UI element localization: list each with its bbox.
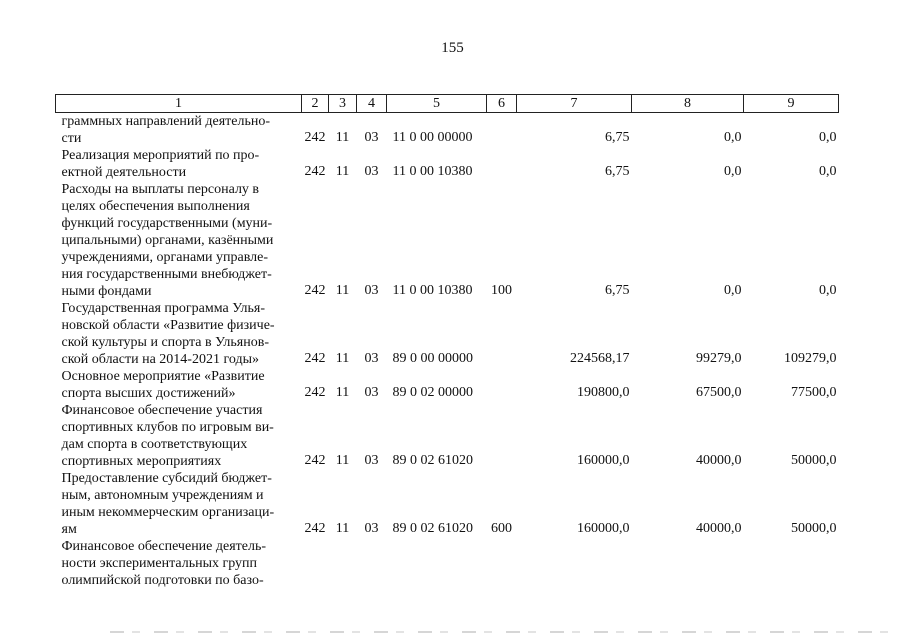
description-line: спорта высших достижений» (61, 386, 236, 401)
subsection-code: 03 (364, 453, 379, 468)
amount-year-2 (632, 538, 744, 589)
amount-year-3 (744, 538, 839, 589)
amount-year-1 (517, 538, 632, 589)
table-row (56, 147, 839, 181)
amount-year-3: 109279,0 (784, 351, 837, 366)
description-line: ными фондами (61, 284, 152, 299)
target-article-code: 11 0 00 10380 (392, 283, 473, 298)
section-code: 11 (335, 130, 350, 145)
description-line: ской области на 2014-2021 годы» (61, 352, 259, 367)
header-col-3: 3 (329, 95, 357, 113)
amount-year-1: 224568,17 (570, 351, 630, 366)
table-row (56, 368, 839, 402)
section-code: 11 (335, 283, 350, 298)
expense-type-code (487, 113, 517, 148)
table-row (56, 300, 839, 368)
ministry-code: 242 (304, 385, 326, 400)
subsection-code: 03 (364, 351, 379, 366)
row-description (56, 368, 302, 402)
description-line: Финансовое обеспечение участия (61, 403, 263, 418)
expense-type-code (487, 402, 517, 470)
table-row (56, 470, 839, 538)
description-line: Финансовое обеспечение деятель- (61, 539, 267, 554)
amount-year-3: 50000,0 (791, 521, 837, 536)
description-line: функций государственными (муни- (61, 216, 273, 231)
amount-year-2: 0,0 (724, 164, 742, 179)
target-article-code: 11 0 00 00000 (392, 130, 473, 145)
header-col-2: 2 (302, 95, 329, 113)
scan-artifact (110, 631, 900, 633)
target-article-code (387, 538, 487, 589)
header-col-6: 6 (487, 95, 517, 113)
ministry-code: 242 (304, 283, 326, 298)
target-article-code: 89 0 02 61020 (392, 453, 473, 468)
target-article-code: 89 0 02 00000 (392, 385, 473, 400)
subsection-code: 03 (364, 130, 379, 145)
expense-type-code: 600 (491, 521, 512, 536)
description-line: ектной деятельности (61, 165, 187, 180)
budget-table (55, 94, 839, 589)
expense-type-code: 100 (491, 283, 512, 298)
target-article-code: 11 0 00 10380 (392, 164, 473, 179)
section-code: 11 (335, 385, 350, 400)
row-description (56, 181, 302, 300)
header-row (56, 95, 839, 113)
description-line: олимпийской подготовки по базо- (61, 573, 264, 588)
amount-year-1: 160000,0 (577, 521, 630, 536)
amount-year-3: 0,0 (819, 130, 837, 145)
description-line: сти (61, 131, 82, 146)
target-article-code: 89 0 02 61020 (392, 521, 473, 536)
amount-year-1: 190800,0 (577, 385, 630, 400)
subsection-code (357, 538, 387, 589)
row-description (56, 538, 302, 589)
description-line: ности экспериментальных групп (61, 556, 258, 571)
description-line: Государственная программа Улья- (61, 301, 265, 316)
header-col-1: 1 (56, 95, 302, 113)
expense-type-code (487, 368, 517, 402)
amount-year-2: 40000,0 (696, 453, 742, 468)
description-line: Предоставление субсидий бюджет- (61, 471, 272, 486)
amount-year-3: 77500,0 (791, 385, 837, 400)
table-row (56, 538, 839, 589)
row-description (56, 113, 302, 148)
description-line: ям (61, 522, 77, 537)
target-article-code: 89 0 00 00000 (392, 351, 473, 366)
subsection-code: 03 (364, 164, 379, 179)
ministry-code: 242 (304, 130, 326, 145)
row-description (56, 147, 302, 181)
description-line: дам спорта в соответствующих (61, 437, 248, 452)
description-line: Основное мероприятие «Развитие (61, 369, 265, 384)
description-line: Расходы на выплаты персоналу в (61, 182, 260, 197)
expense-type-code (487, 538, 517, 589)
row-description (56, 402, 302, 470)
section-code: 11 (335, 164, 350, 179)
section-code: 11 (335, 521, 350, 536)
amount-year-3: 0,0 (819, 164, 837, 179)
amount-year-3: 50000,0 (791, 453, 837, 468)
description-line: новской области «Развитие физиче- (61, 318, 275, 333)
ministry-code: 242 (304, 453, 326, 468)
expense-type-code (487, 300, 517, 368)
row-description (56, 470, 302, 538)
amount-year-2: 0,0 (724, 130, 742, 145)
subsection-code: 03 (364, 521, 379, 536)
description-line: спортивных мероприятиях (61, 454, 222, 469)
ministry-code: 242 (304, 521, 326, 536)
row-description (56, 300, 302, 368)
header-col-5: 5 (387, 95, 487, 113)
amount-year-1: 6,75 (605, 130, 630, 145)
ministry-code (302, 538, 329, 589)
description-line: Реализация мероприятий по про- (61, 148, 260, 163)
amount-year-1: 6,75 (605, 283, 630, 298)
section-code (329, 538, 357, 589)
amount-year-3: 0,0 (819, 283, 837, 298)
section-code: 11 (335, 453, 350, 468)
description-line: спортивных клубов по игровым ви- (61, 420, 274, 435)
expense-type-code (487, 147, 517, 181)
amount-year-2: 40000,0 (696, 521, 742, 536)
table-body (56, 113, 839, 590)
table-row (56, 181, 839, 300)
page-number: 155 (441, 40, 464, 56)
amount-year-2: 99279,0 (696, 351, 742, 366)
description-line: целях обеспечения выполнения (61, 199, 250, 214)
amount-year-2: 67500,0 (696, 385, 742, 400)
table-row (56, 402, 839, 470)
amount-year-2: 0,0 (724, 283, 742, 298)
table-row (56, 113, 839, 148)
description-line: ципальными) органами, казёнными (61, 233, 274, 248)
subsection-code: 03 (364, 283, 379, 298)
amount-year-1: 6,75 (605, 164, 630, 179)
header-col-4: 4 (357, 95, 387, 113)
ministry-code: 242 (304, 351, 326, 366)
header-col-9: 9 (744, 95, 839, 113)
description-line: ным, автономным учреждениям и (61, 488, 264, 503)
description-line: учреждениями, органами управле- (61, 250, 269, 265)
amount-year-1: 160000,0 (577, 453, 630, 468)
header-col-8: 8 (632, 95, 744, 113)
header-col-7: 7 (517, 95, 632, 113)
section-code: 11 (335, 351, 350, 366)
table-header (56, 95, 839, 113)
description-line: иным некоммерческим организаци- (61, 505, 275, 520)
ministry-code: 242 (304, 164, 326, 179)
description-line: ской культуры и спорта в Ульянов- (61, 335, 269, 350)
description-line: граммных направлений деятельно- (61, 114, 271, 129)
description-line: ния государственными внебюджет- (61, 267, 272, 282)
subsection-code: 03 (364, 385, 379, 400)
